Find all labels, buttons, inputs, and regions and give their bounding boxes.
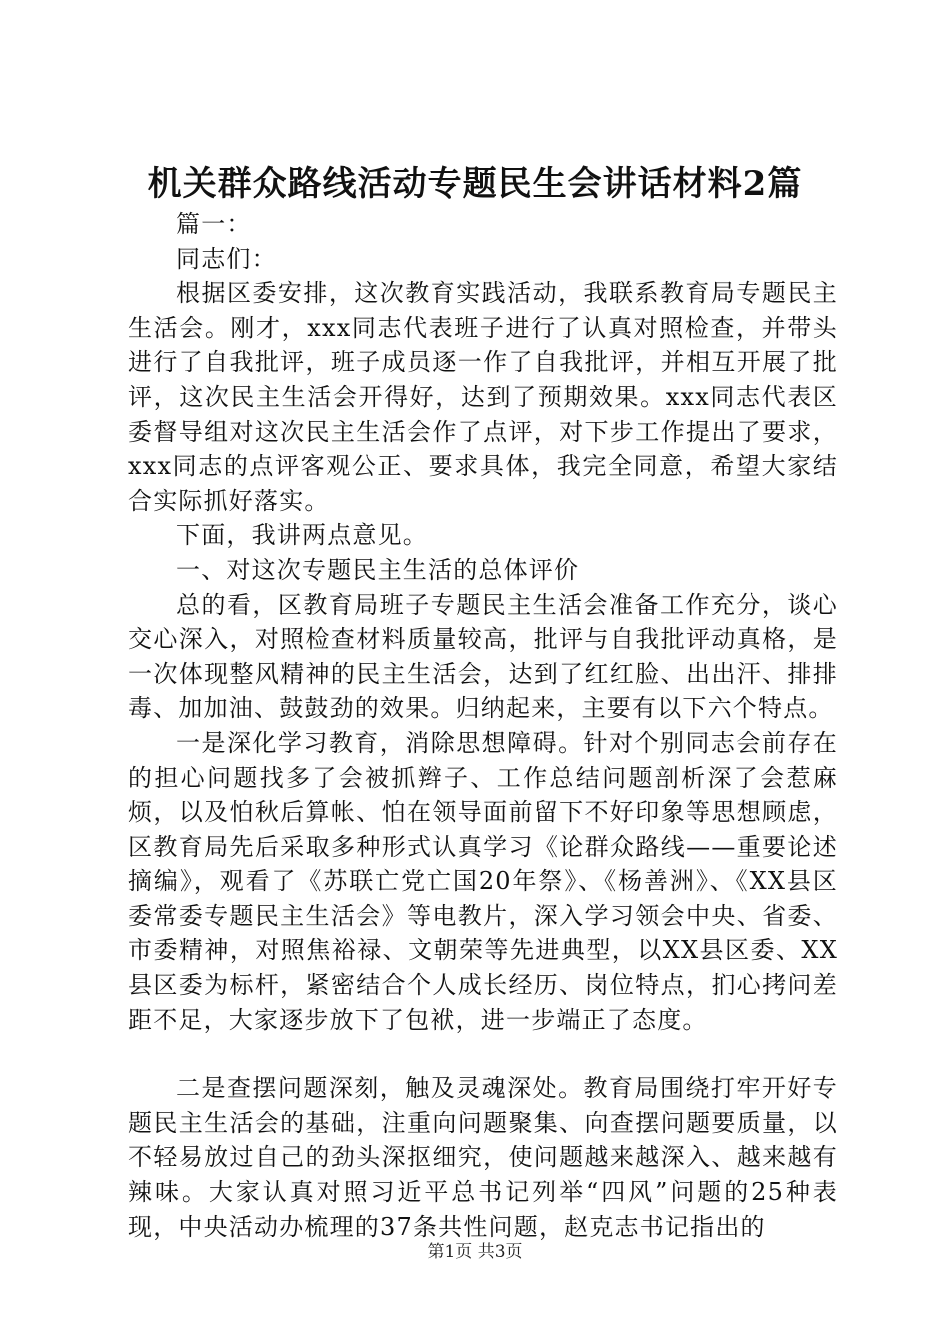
paragraph-salutation: 同志们： — [176, 244, 277, 273]
paragraph-heading-one: 一、对这次专题民主生活的总体评价 — [176, 555, 580, 584]
paragraph-intro: 根据区委安排，这次教育实践活动，我联系教育局专题民主生活会。刚才，xxx同志代表班子进行了认真对照检查，并带头进行了自我批评，班子成员逐一作了自我批评，并相互开展了批评，这次民主生活会开得好，达到了预期效果。xxx同志代表区委督导组对这次民主生活会作了点评，对下步工作提出了要求，xxx同志的点评客观公正、要求具体，我完全同意，希望大家结合实际抓好落实。 — [128, 279, 838, 515]
paragraph-point-two: 二是查摆问题深刻，触及灵魂深处。教育局围绕打牢开好专题民主生活会的基础，注重向问题聚集、向查摆问题要质量，以不轻易放过自己的劲头深抠细究，使问题越来越深入、越来越有辣味。大家认真对照习近平总书记列举“四风”问题的25种表现，中央活动办梳理的37条共性问题，赵克志书记指出的 — [128, 1074, 838, 1241]
paragraph-transition: 下面，我讲两点意见。 — [176, 521, 428, 550]
page-footer: 第1页 共3页 — [427, 1242, 523, 1262]
paragraph-overall: 总的看，区教育局班子专题民主生活会准备工作充分，谈心交心深入，对照检查材料质量较高，批评与自我批评动真格，是一次体现整风精神的民主生活会，达到了红红脸、出出汗、排排毒、加加油、鼓鼓劲的效果。归纳起来，主要有以下六个特点。 — [128, 590, 838, 723]
paragraph-section-label: 篇一： — [176, 210, 252, 238]
paragraph-point-one: 一是深化学习教育，消除思想障碍。针对个别同志会前存在的担心问题找多了会被抓辫子、工作总结问题剖析深了会惹麻烦，以及怕秋后算帐、怕在领导面前留下不好印象等思想顾虑，区教育局先后采取多种形式认真学习《论群众路线——重要论述摘编》，观看了《苏联亡党亡国20年祭》、《杨善洲》、《XX县区委常委专题民主生活会》等电教片，深入学习领会中央、省委、市委精神，对照焦裕禄、文朝荣等先进典型，以XX县区委、XX县区委为标杆，紧密结合个人成长经历、岗位特点，扪心拷问差距不足，大家逐步放下了包袱，进一步端正了态度。 — [128, 728, 838, 1034]
document-title: 机关群众路线活动专题民生会讲话材料2篇 — [147, 164, 803, 204]
document-body — [128, 207, 838, 1244]
